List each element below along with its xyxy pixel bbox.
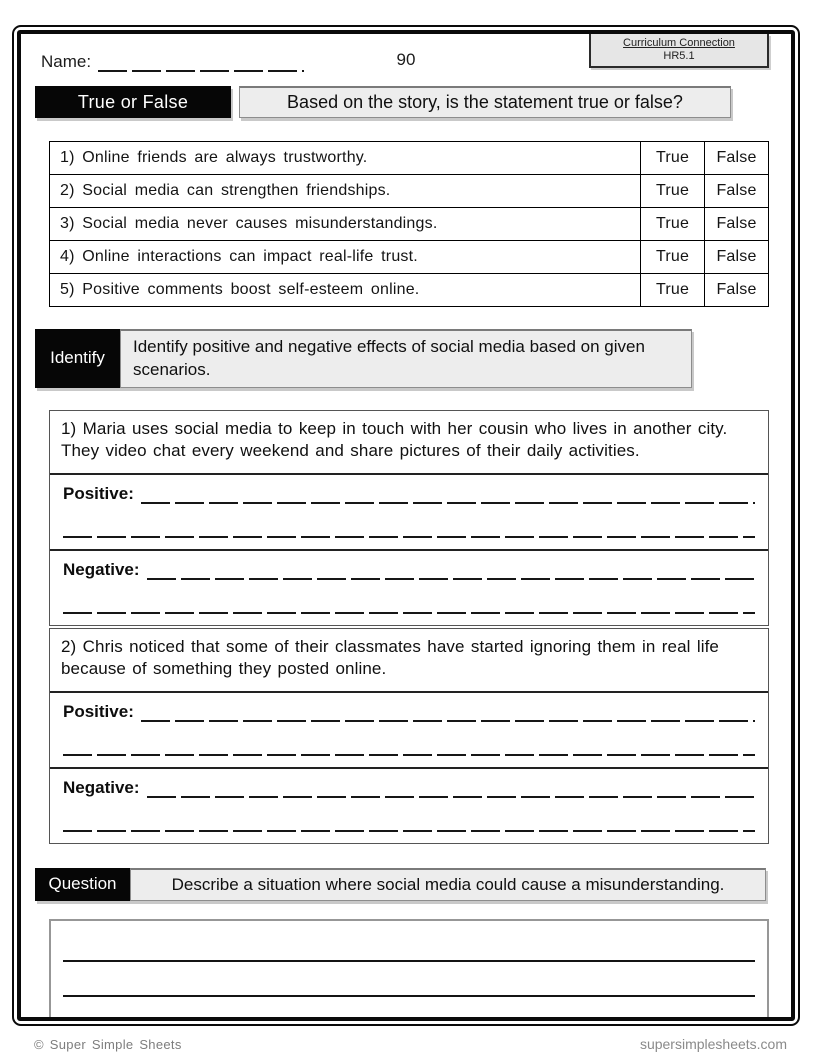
question-section-label: Question: [35, 868, 130, 901]
table-row: [50, 142, 769, 175]
positive-answer-line-2[interactable]: [63, 524, 755, 538]
negative-answer-line[interactable]: [147, 784, 755, 798]
false-cell[interactable]: False: [705, 274, 769, 307]
positive-answer-block: [50, 475, 768, 549]
false-cell[interactable]: False: [705, 175, 769, 208]
scenario-list: [49, 410, 769, 844]
positive-answer-line[interactable]: [141, 708, 755, 722]
true-cell[interactable]: True: [641, 175, 705, 208]
table-row: [50, 241, 769, 274]
footer-website: supersimplesheets.com: [639, 1036, 787, 1052]
statement-cell: 1) Online friends are always trustworthy.: [50, 142, 641, 175]
statement-cell: 3) Social media never causes misunderstandings.: [50, 208, 641, 241]
identify-section-label: Identify: [35, 329, 120, 388]
negative-answer-block: [50, 549, 768, 625]
answer-line[interactable]: [63, 995, 755, 997]
negative-label: Negative:: [63, 559, 140, 579]
negative-answer-line[interactable]: [147, 566, 755, 580]
true-cell[interactable]: True: [641, 208, 705, 241]
true-false-section-label: True or False: [35, 86, 231, 118]
curriculum-connection-box: [589, 34, 769, 68]
positive-answer-line-2[interactable]: [63, 742, 755, 756]
curriculum-connection-title: Curriculum Connection: [623, 37, 735, 49]
true-cell[interactable]: True: [641, 241, 705, 274]
negative-answer-block: [50, 767, 768, 843]
curriculum-code: HR5.1: [663, 50, 695, 62]
page-number: 90: [396, 50, 416, 69]
table-row: [50, 274, 769, 307]
question-instruction: Describe a situation where social media could cause a misunderstanding.: [130, 868, 766, 901]
negative-label: Negative:: [63, 777, 140, 797]
positive-label: Positive:: [63, 483, 134, 503]
false-cell[interactable]: False: [705, 241, 769, 274]
negative-answer-line-2[interactable]: [63, 818, 755, 832]
page-inner-border: [17, 30, 795, 1021]
negative-answer-line-2[interactable]: [63, 600, 755, 614]
statement-cell: 4) Online interactions can impact real-life trust.: [50, 241, 641, 274]
positive-label: Positive:: [63, 701, 134, 721]
positive-answer-line[interactable]: [141, 490, 755, 504]
identify-instruction: Identify positive and negative effects of social media based on given scenarios.: [120, 329, 692, 388]
true-cell[interactable]: True: [641, 142, 705, 175]
table-row: [50, 175, 769, 208]
statement-cell: 5) Positive comments boost self-esteem online.: [50, 274, 641, 307]
false-cell[interactable]: False: [705, 142, 769, 175]
identify-section-bar: [35, 329, 777, 388]
scenario-text: 2) Chris noticed that some of their classmates have started ignoring them in real life because of something they posted online.: [50, 629, 768, 693]
statement-cell: 2) Social media can strengthen friendships.: [50, 175, 641, 208]
answer-line[interactable]: [63, 960, 755, 962]
positive-answer-block: [50, 693, 768, 767]
scenario-box-1: [49, 410, 769, 626]
scenario-box-2: [49, 628, 769, 844]
footer: [34, 1036, 787, 1052]
name-label: Name:: [41, 52, 92, 71]
scenario-text: 1) Maria uses social media to keep in touch with her cousin who lives in another city. They video chat every weekend and share pictures of their daily activities.: [50, 411, 768, 475]
table-row: [50, 208, 769, 241]
false-cell[interactable]: False: [705, 208, 769, 241]
true-false-section-bar: [35, 86, 777, 118]
question-answer-box: [49, 919, 769, 1021]
true-cell[interactable]: True: [641, 274, 705, 307]
footer-copyright: © Super Simple Sheets: [34, 1036, 182, 1052]
true-false-instruction: Based on the story, is the statement true or false?: [239, 86, 731, 118]
header: [35, 34, 777, 86]
question-section-bar: [35, 868, 777, 901]
true-false-table: [49, 141, 769, 307]
page-outer-border: [12, 25, 800, 1026]
